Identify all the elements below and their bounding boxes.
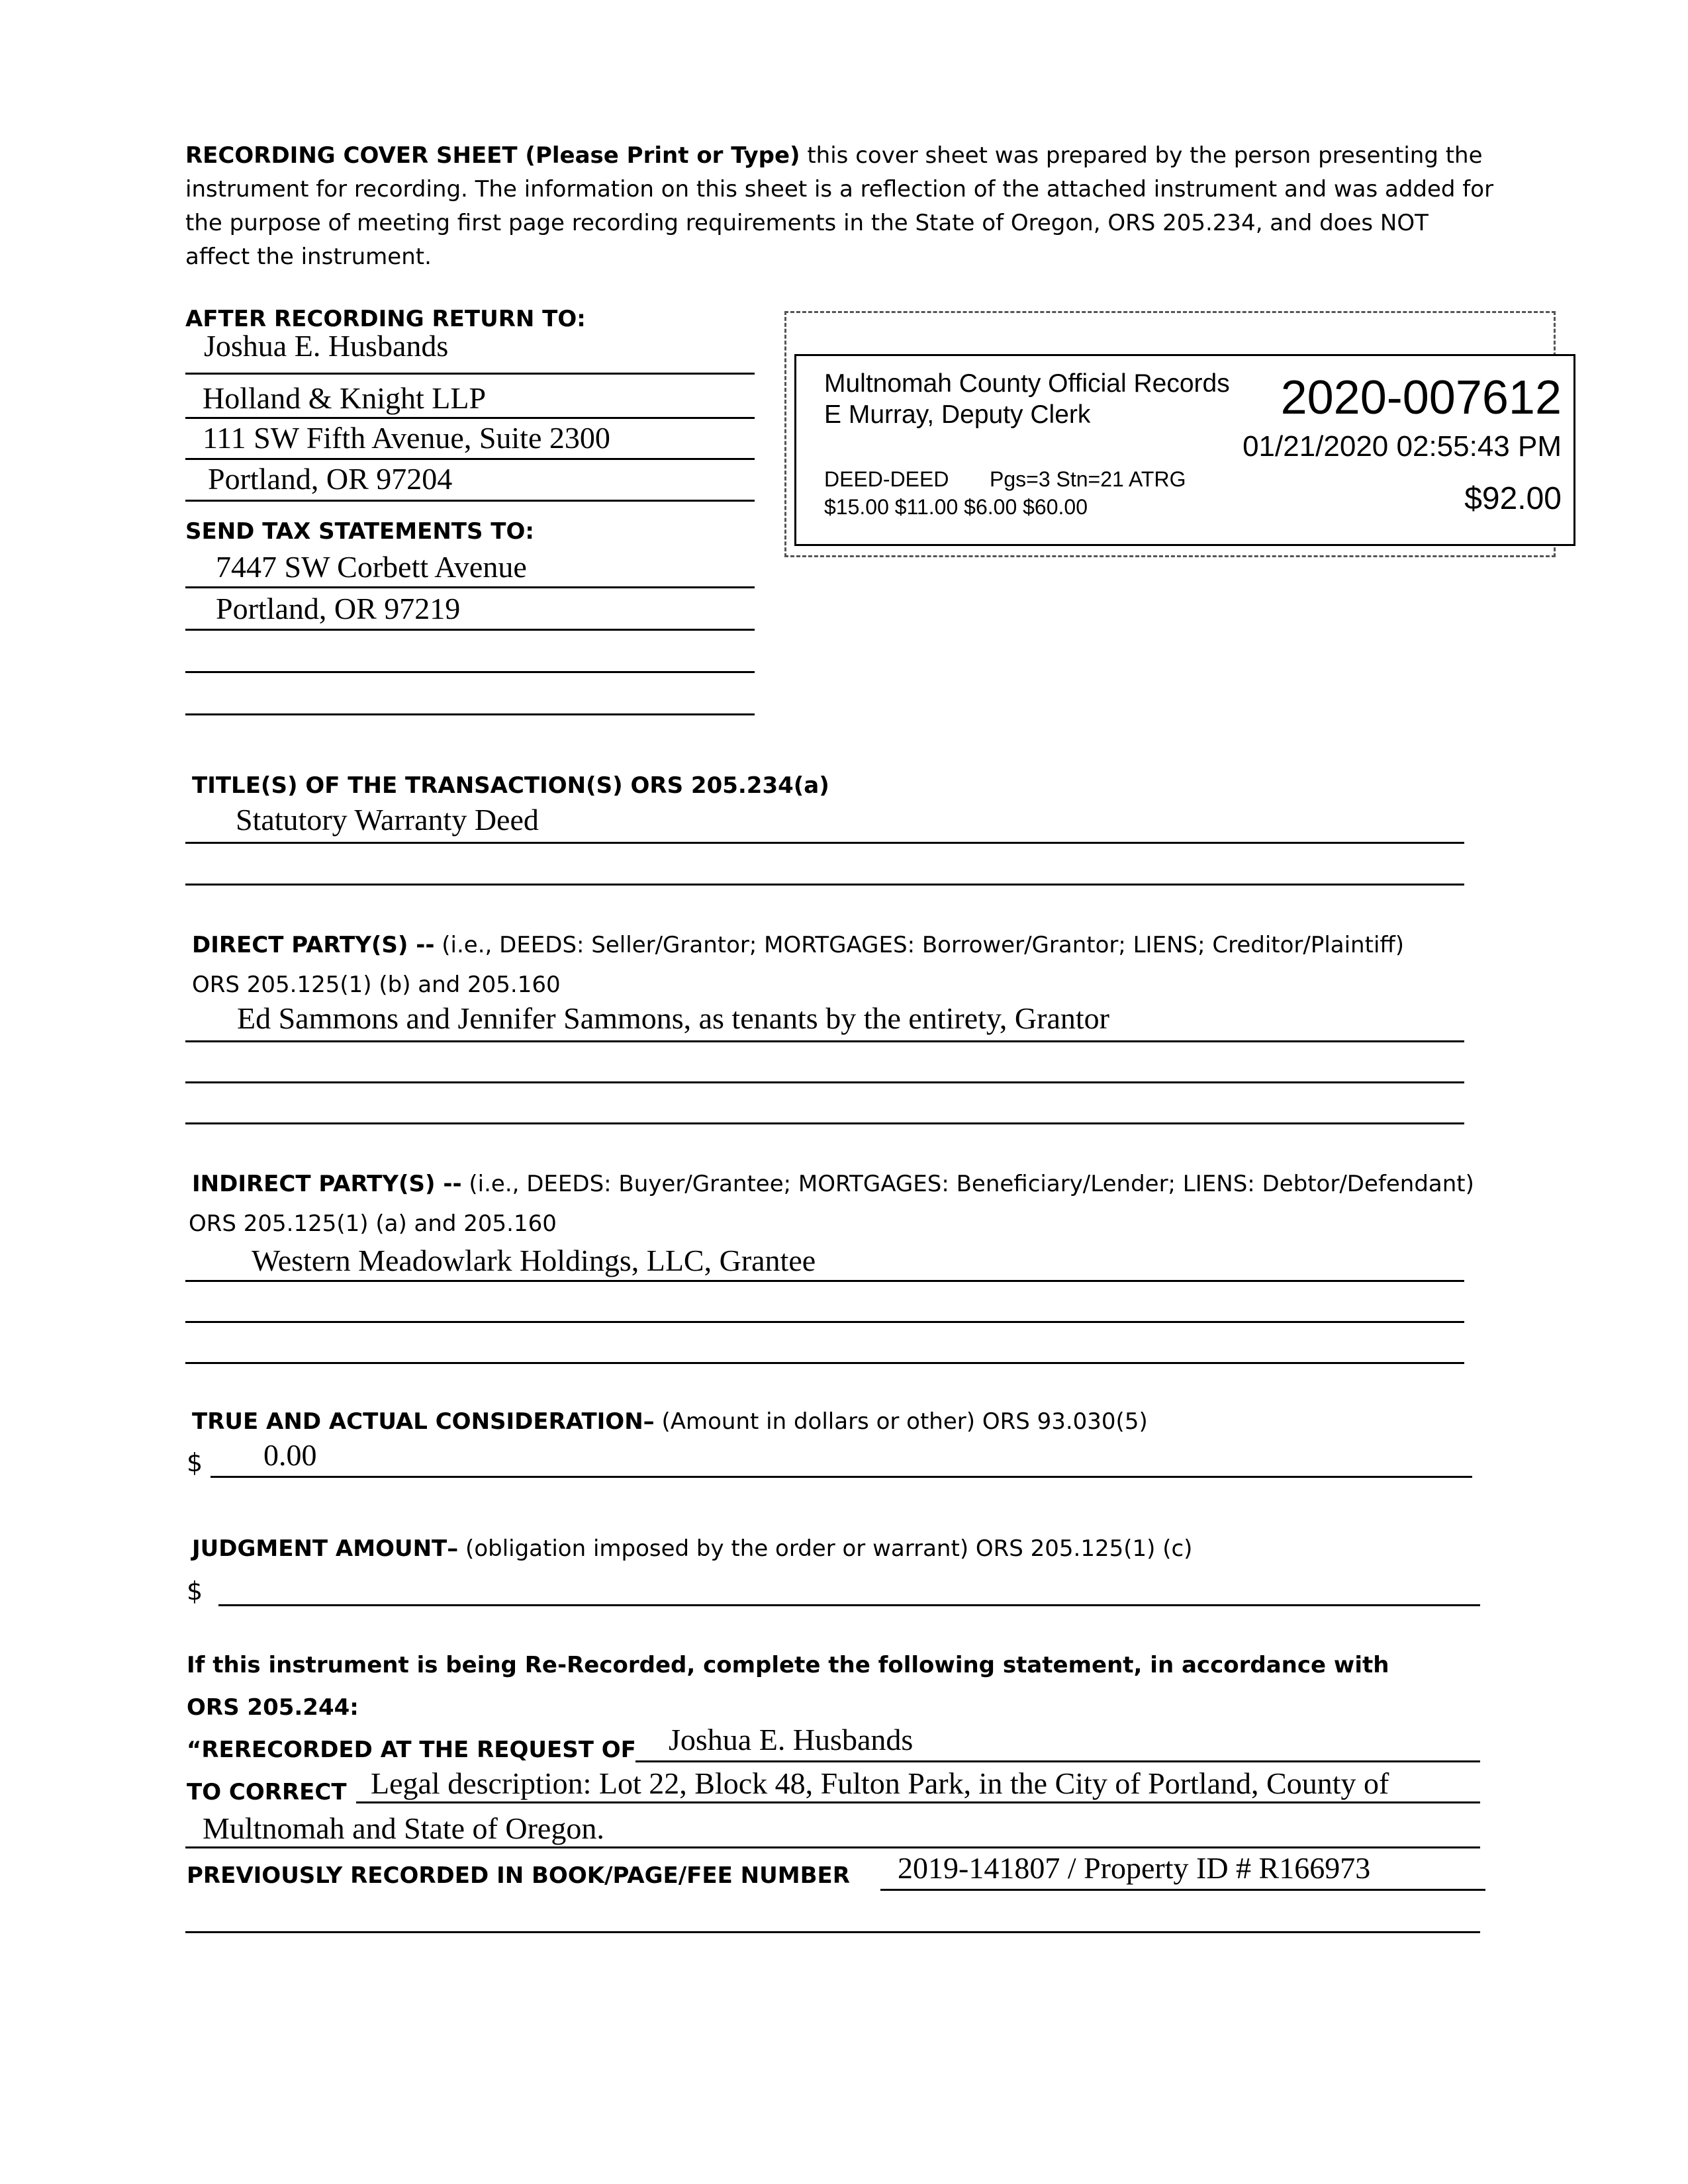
rerecord-previous-rule xyxy=(880,1889,1485,1891)
tax-rule-4 xyxy=(185,713,755,715)
return-to-city: Portland, OR 97204 xyxy=(208,462,453,496)
tax-rule-3 xyxy=(185,671,755,673)
judgment-rule xyxy=(218,1604,1480,1606)
consideration-heading xyxy=(192,1408,1148,1435)
consideration-value: 0.00 xyxy=(263,1438,317,1472)
indirect-heading xyxy=(192,1171,1474,1197)
rerecord-correct-rule-2 xyxy=(185,1846,1480,1848)
return-to-rule-4 xyxy=(185,500,755,502)
indirect-rule-3 xyxy=(185,1362,1464,1364)
intro-text: this cover sheet was prepared by the person presenting the instrument for recording. The information on this sheet is a reflection of the attached instrument and was added for the purpose of meeting first page recording requirements in the State of Oregon, ORS 205.234, and does NOT affect the instrument. xyxy=(185,142,1494,270)
stamp-fees: $15.00 $11.00 $6.00 $60.00 xyxy=(824,495,1088,519)
rerecord-statement-line2: ORS 205.244: xyxy=(187,1694,359,1721)
rerecord-previous-label: PREVIOUSLY RECORDED IN BOOK/PAGE/FEE NUMBER xyxy=(187,1862,850,1889)
consideration-heading-label: TRUE AND ACTUAL CONSIDERATION– xyxy=(192,1408,655,1435)
rerecord-request-label: “RERECORDED AT THE REQUEST OF xyxy=(187,1737,636,1763)
tax-city: Portland, OR 97219 xyxy=(216,592,461,625)
return-to-street: 111 SW Fifth Avenue, Suite 2300 xyxy=(203,421,610,455)
indirect-value: Western Meadowlark Holdings, LLC, Grantee xyxy=(252,1244,816,1277)
judgment-heading xyxy=(192,1535,1192,1562)
return-to-rule-3 xyxy=(185,458,755,460)
titles-rule-2 xyxy=(185,884,1464,886)
consideration-currency: $ xyxy=(187,1448,203,1477)
direct-heading xyxy=(192,932,1404,958)
judgment-heading-note: (obligation imposed by the order or warrant) ORS 205.125(1) (c) xyxy=(458,1535,1193,1562)
judgment-heading-label: JUDGMENT AMOUNT– xyxy=(192,1535,459,1562)
direct-rule-3 xyxy=(185,1122,1464,1124)
stamp-type: DEED-DEED xyxy=(824,467,949,491)
return-to-rule-2 xyxy=(185,417,755,419)
tax-rule-2 xyxy=(185,629,755,631)
rerecord-correct-label: TO CORRECT xyxy=(187,1779,347,1805)
rerecord-previous-value: 2019-141807 / Property ID # R166973 xyxy=(898,1851,1371,1885)
stamp-doc-number: 2020-007612 xyxy=(1280,371,1562,424)
direct-value: Ed Sammons and Jennifer Sammons, as tenants by the entirety, Grantor xyxy=(237,1001,1109,1035)
judgment-currency: $ xyxy=(187,1576,203,1606)
indirect-heading-label: INDIRECT PARTY(S) -- xyxy=(192,1171,462,1197)
rerecord-correct-rule-1 xyxy=(356,1801,1480,1803)
tax-heading: SEND TAX STATEMENTS TO: xyxy=(185,518,534,545)
stamp-clerk: E Murray, Deputy Clerk xyxy=(824,400,1091,429)
indirect-rule-1 xyxy=(185,1280,1464,1282)
rerecord-correct-value-2: Multnomah and State of Oregon. xyxy=(203,1811,604,1845)
recording-stamp xyxy=(794,354,1575,546)
indirect-heading-note: (i.e., DEEDS: Buyer/Grantee; MORTGAGES: Beneficiary/Lender; LIENS: Debtor/Defendant) xyxy=(461,1171,1474,1197)
return-to-heading: AFTER RECORDING RETURN TO: xyxy=(185,306,586,332)
rerecord-request-rule xyxy=(635,1760,1480,1762)
rerecord-statement-line1: If this instrument is being Re-Recorded, complete the following statement, in accordance with xyxy=(187,1652,1389,1678)
intro-title: RECORDING COVER SHEET (Please Print or Type) xyxy=(185,142,800,169)
consideration-rule xyxy=(211,1476,1472,1478)
titles-value: Statutory Warranty Deed xyxy=(236,803,539,837)
consideration-heading-note: (Amount in dollars or other) ORS 93.030(5) xyxy=(654,1408,1148,1435)
return-to-rule-1 xyxy=(185,373,755,375)
return-to-name: Joshua E. Husbands xyxy=(204,329,449,363)
titles-rule-1 xyxy=(185,842,1464,844)
indirect-ors: ORS 205.125(1) (a) and 205.160 xyxy=(189,1210,557,1237)
stamp-pages: Pgs=3 Stn=21 ATRG xyxy=(990,467,1186,491)
tax-rule-1 xyxy=(185,586,755,588)
intro-paragraph xyxy=(185,139,1496,274)
stamp-office: Multnomah County Official Records xyxy=(824,369,1230,398)
tax-street: 7447 SW Corbett Avenue xyxy=(216,550,527,584)
direct-ors: ORS 205.125(1) (b) and 205.160 xyxy=(192,972,561,998)
rerecord-correct-value-1: Legal description: Lot 22, Block 48, Fulton Park, in the City of Portland, County of xyxy=(371,1766,1389,1800)
titles-heading: TITLE(S) OF THE TRANSACTION(S) ORS 205.234(a) xyxy=(192,772,829,799)
rerecord-request-value: Joshua E. Husbands xyxy=(669,1723,914,1756)
rerecord-bottom-rule xyxy=(185,1931,1480,1933)
direct-rule-1 xyxy=(185,1040,1464,1042)
return-to-firm: Holland & Knight LLP xyxy=(203,381,487,415)
direct-heading-note: (i.e., DEEDS: Seller/Grantor; MORTGAGES: Borrower/Grantor; LIENS; Creditor/Plaintiff) xyxy=(434,932,1405,958)
direct-heading-label: DIRECT PARTY(S) -- xyxy=(192,932,435,958)
indirect-rule-2 xyxy=(185,1321,1464,1323)
stamp-total: $92.00 xyxy=(1464,481,1562,516)
direct-rule-2 xyxy=(185,1081,1464,1083)
stamp-datetime: 01/21/2020 02:55:43 PM xyxy=(1243,430,1562,463)
